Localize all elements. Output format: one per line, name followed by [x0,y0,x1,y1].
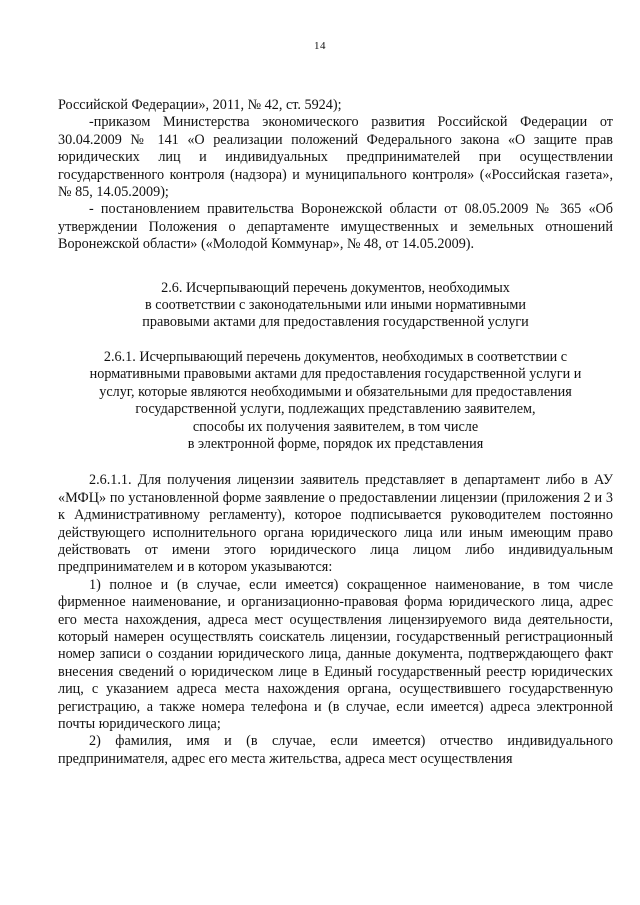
heading-line: 2.6. Исчерпывающий перечень документов, необходимых [161,279,510,296]
paragraph-item-1: 1) полное и (в случае, если имеется) сокращенное наименование, в том числе фирменное наименование, и организационно-правовая форма юридического лица, адрес его места нахождения, адреса мест осуществления лицензируемого вида деятельности, который намерен осуществлять соискатель лицензии, государственный регистрационный номер записи о создании юридического лица, данные документа, подтверждающего факт внесения сведений о юридическом лице в Единый государственный реестр юридических лиц, с указанием адреса места нахождения органа, осуществившего государственную регистрацию, а также номера телефона и (в случае, если имеется) адреса электронной почты юридического лица; [58,576,613,732]
paragraph-item-2: 2) фамилия, имя и (в случае, если имеется) отчество индивидуального предпринимателя, адрес его места жительства, адреса мест осуществления [58,733,613,767]
paragraph-resolution-government: - постановлением правительства Воронежской области от 08.05.2009 № 365 «Об утверждении Положения о департаменте имущественных и земельных отношений Воронежской области» («Молодой Коммунар», № 48, от 14.05.2009). [58,201,613,253]
heading-line: в электронной форме, порядок их представления [187,435,484,452]
heading-line: нормативными правовыми актами для предоставления государственной услуги и [89,366,582,383]
heading-line: в соответствии с законодательными или иными нормативными [145,297,526,314]
section-heading-2-6-1 [58,349,613,453]
paragraph-2-6-1-1: 2.6.1.1. Для получения лицензии заявитель представляет в департамент либо в АУ «МФЦ» по установленной форме заявление о предоставлении лицензии (приложения 2 и 3 к Административному регламенту), которое подписывается руководителем постоянно действующего исполнительного органа юридического лица или иным имеющим право действовать от имени этого юридического лица лицом либо индивидуальным предпринимателем и в котором указываются: [58,472,613,576]
paragraph-order-ministry: -приказом Министерства экономического развития Российской Федерации от 30.04.2009 № 141 «О реализации положений Федерального закона «О защите прав юридических лиц и индивидуальных предпринимателей при осуществлении государственного контроля (надзора) и муниципального контроля» («Российская газета», № 85, 14.05.2009); [58,114,613,201]
heading-line: правовыми актами для предоставления государственной услуги [142,314,529,331]
document-body [58,97,613,768]
section-heading-2-6 [58,280,613,332]
heading-line: услуг, которые являются необходимыми и обязательными для предоставления [99,383,572,400]
heading-line: 2.6.1. Исчерпывающий перечень документов, необходимых в соответствии с [103,348,568,365]
page-number: 14 [314,40,326,52]
heading-line: способы их получения заявителем, в том числе [192,418,479,435]
heading-line: государственной услуги, подлежащих представлению заявителем, [135,401,536,418]
paragraph-continuation: Российской Федерации», 2011, № 42, ст. 5924); [58,97,342,113]
